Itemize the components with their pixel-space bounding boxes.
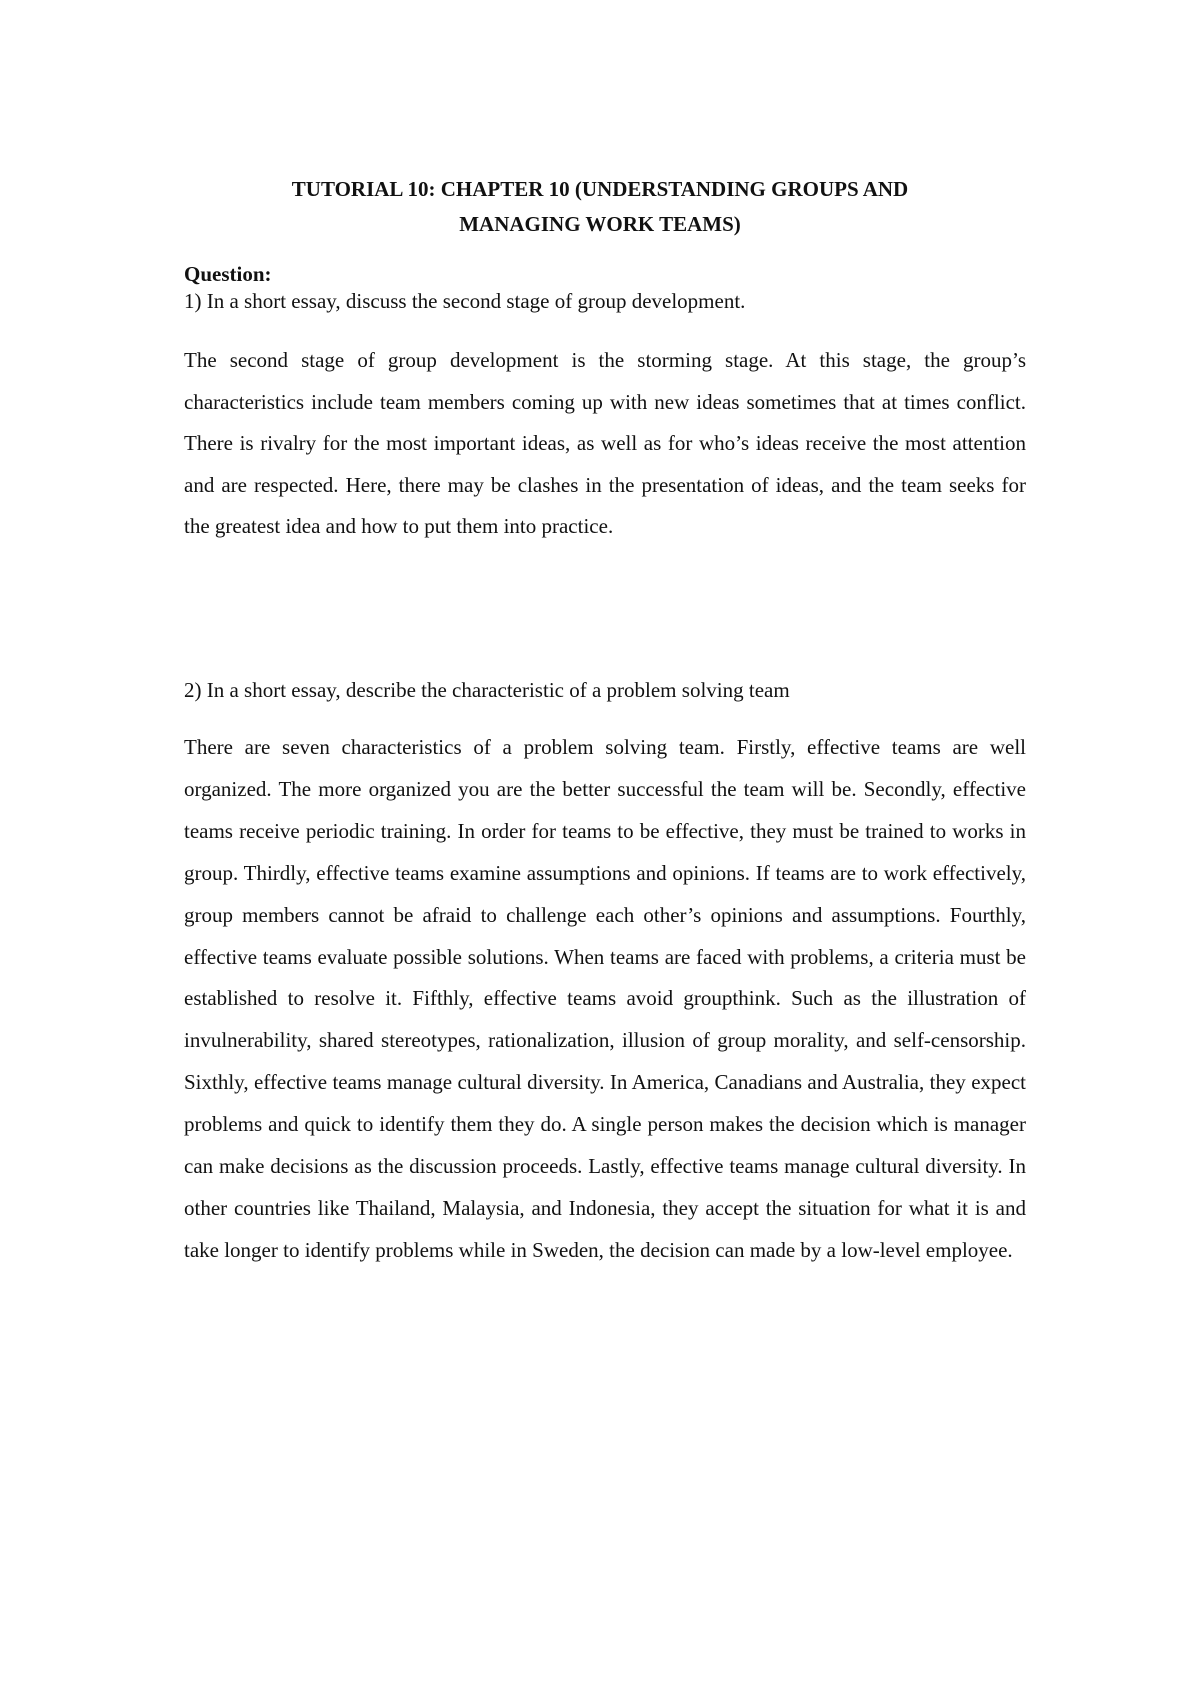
question-2-prompt: 2) In a short essay, describe the characteristic of a problem solving team: [184, 678, 790, 702]
question-1-prompt: 1) In a short essay, discuss the second stage of group development.: [184, 289, 746, 313]
title-line-1: TUTORIAL 10: CHAPTER 10 (UNDERSTANDING GROUPS AND: [291, 177, 909, 201]
question-heading: Question:: [184, 262, 272, 286]
title-line-2: MANAGING WORK TEAMS): [459, 212, 741, 236]
question-1-answer: The second stage of group development is the storming stage. At this stage, the group’s characteristics include team members coming up with new ideas sometimes that at times conflict. There is rivalry for the most important ideas, as well as for who’s ideas receive the most attention and are respected. Here, there may be clashes in the presentation of ideas, and the team seeks for the greatest idea and how to put them into practice.: [184, 348, 1026, 538]
question-2-answer: There are seven characteristics of a problem solving team. Firstly, effective teams are well organized. The more organized you are the better successful the team will be. Secondly, effective teams receive periodic training. In order for teams to be effective, they must be trained to works in group. Thirdly, effective teams examine assumptions and opinions. If teams are to work effectively, group members cannot be afraid to challenge each other’s opinions and assumptions. Fourthly, effective teams evaluate possible solutions. When teams are faced with problems, a criteria must be established to resolve it. Fifthly, effective teams avoid groupthink. Such as the illustration of invulnerability, shared stereotypes, rationalization, illusion of group morality, and self-censorship. Sixthly, effective teams manage cultural diversity. In America, Canadians and Australia, they expect problems and quick to identify them they do. A single person makes the decision which is manager can make decisions as the discussion proceeds. Lastly, effective teams manage cultural diversity. In other countries like Thailand, Malaysia, and Indonesia, they accept the situation for what it is and take longer to identify problems while in Sweden, the decision can made by a low-level employee.: [184, 735, 1026, 1262]
document-title: [180, 172, 1020, 242]
